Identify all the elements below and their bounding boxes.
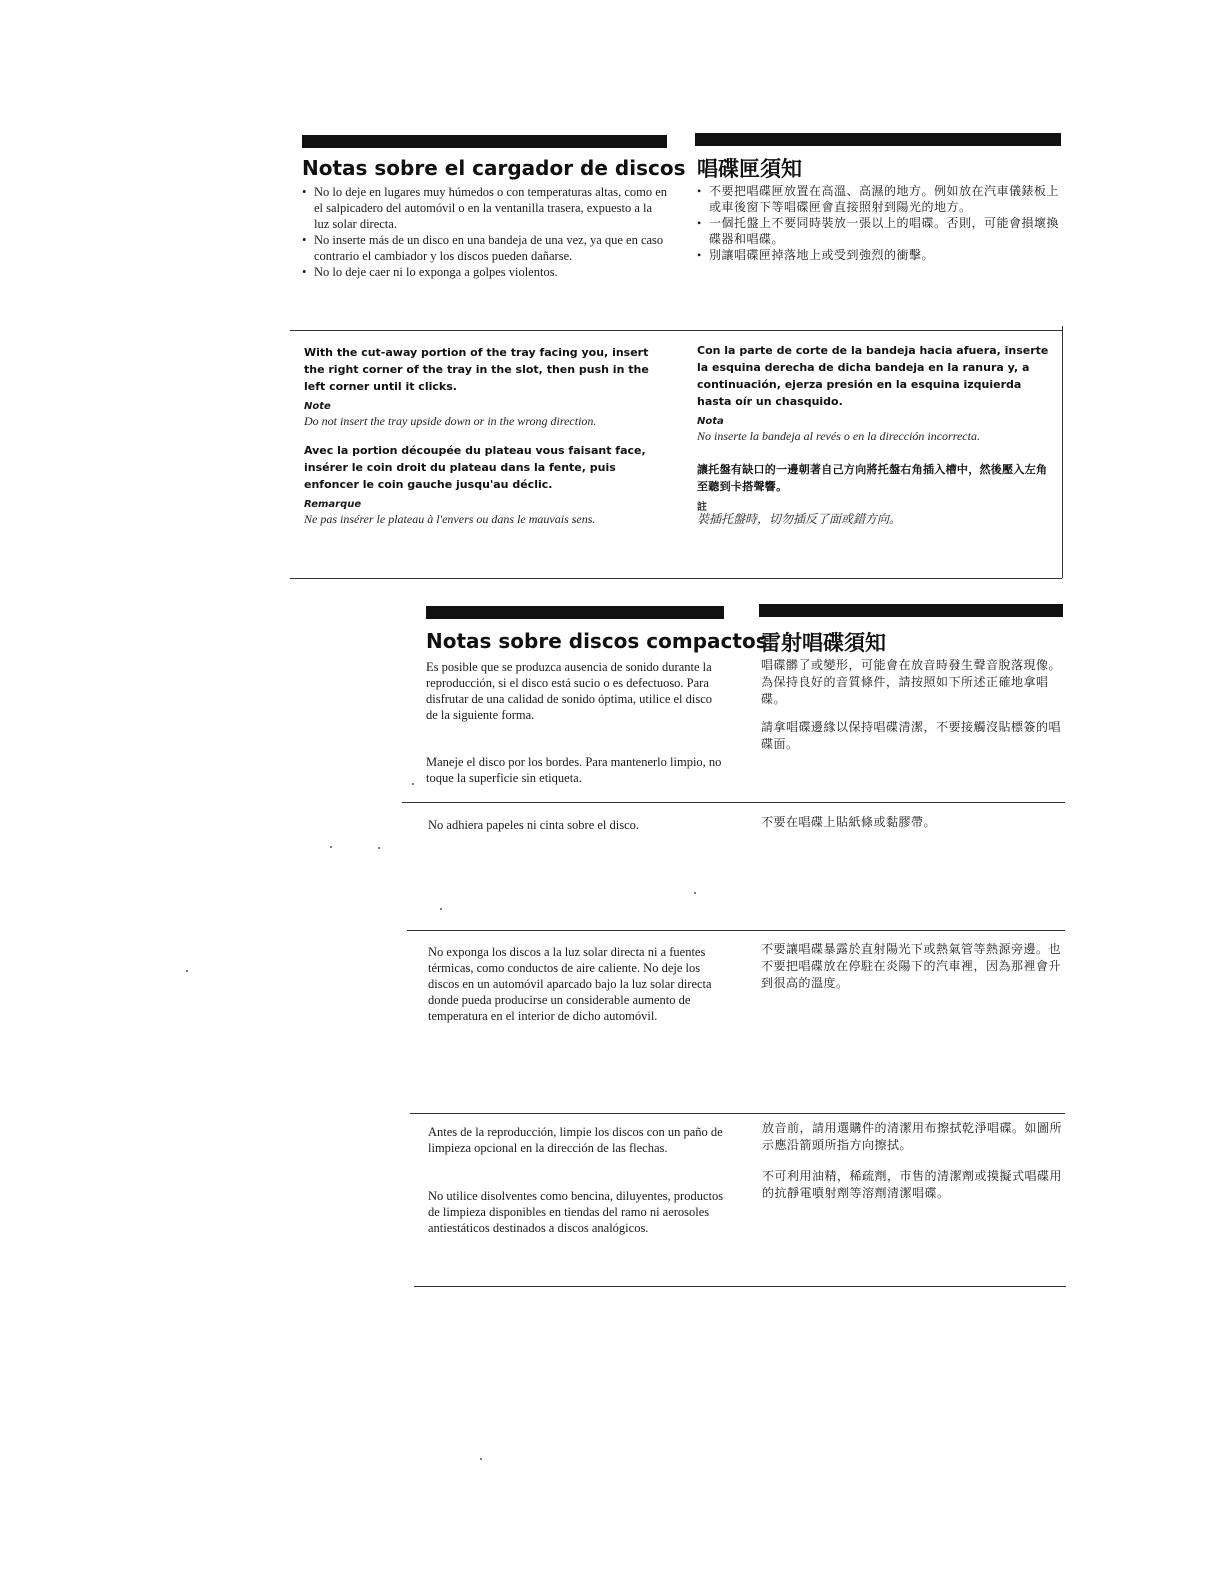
note-text-fr: Ne pas insérer le plateau à l'envers ou dans le mauvais sens. — [304, 512, 596, 526]
note-label-fr: Remarque — [304, 499, 362, 510]
note-label-es: Nota — [697, 416, 724, 427]
para-es-heat: No exponga los discos a la luz solar directa ni a fuentes térmicas, como conductos de aire caliente. No deje los discos en un automóvil aparcado bajo la luz solar directa donde pueda producirse un considerable aumento de temperatura en el interior de dicho automóvil. — [428, 945, 712, 1023]
list-es-magazine — [302, 184, 670, 280]
box-bottom-rule — [290, 578, 1062, 579]
para-zh-clean: 放音前，請用選購件的清潔用布擦拭乾淨唱碟。如圖所示應沿箭頭所指方向擦拭。 — [762, 1121, 1063, 1152]
note-text-en: Do not insert the tray upside down or in the wrong direction. — [304, 414, 597, 428]
para-es-no-paper: No adhiera papeles ni cinta sobre el disco. — [428, 818, 640, 832]
box-top-rule — [290, 330, 1062, 331]
para-zh-no-paper: 不要在唱碟上貼紙條或黏膠帶。 — [761, 815, 937, 829]
instruction-fr: Avec la portion découpée du plateau vous faisant face, insérer le coin droit du plateau dans la fente, puis enfoncer le coin gauche jusqu'au déclic. — [304, 444, 646, 491]
scan-speck — [186, 970, 188, 972]
scan-speck — [440, 908, 442, 910]
scan-speck — [330, 846, 332, 848]
rule-cd-2 — [407, 930, 1065, 931]
list-item: • 不要把唱碟匣放置在高溫、高濕的地方。例如放在汽車儀錶板上或車後窗下等唱碟匣會直接照射到陽光的地方。 — [697, 183, 1063, 215]
list-zh-magazine — [697, 183, 1063, 263]
note-text-zh: 裝插托盤時，切勿插反了面或錯方向。 — [697, 512, 902, 526]
rule-cd-4 — [414, 1286, 1066, 1287]
instruction-en: With the cut-away portion of the tray facing you, insert the right corner of the tray in the slot, then push in the left corner until it clicks. — [304, 346, 649, 393]
note-label-zh: 註 — [697, 502, 707, 513]
heading-zh-magazine: 唱碟匣須知 — [697, 157, 802, 181]
para-zh-solvents: 不可利用油精，稀疏劑，市售的清潔劑或摸擬式唱碟用的抗靜電噴射劑等溶劑清潔唱碟。 — [762, 1169, 1063, 1200]
para-es-cd-handle: Maneje el disco por los bordes. Para mantenerlo limpio, no toque la superficie sin etiqueta. — [426, 755, 722, 785]
scan-speck — [412, 783, 414, 785]
instruction-zh: 讓托盤有缺口的一邊朝著自己方向將托盤右角插入槽中，然後壓入左角至聽到卡搭聲響。 — [697, 463, 1048, 493]
scan-speck — [378, 847, 380, 849]
para-zh-heat: 不要讓唱碟暴露於直射陽光下或熱氣管等熱源旁邊。也不要把唱碟放在停駐在炎陽下的汽車裡，因為那裡會升到很高的溫度。 — [761, 942, 1062, 990]
para-es-cd-intro: Es posible que se produzca ausencia de sonido durante la reproducción, si el disco está sucio o es defectuoso. Para disfrutar de una calidad de sonido óptima, utilice el disco de la siguiente forma. — [426, 660, 713, 722]
para-zh-cd-handle: 請拿唱碟邊緣以保持唱碟清潔，不要接觸沒貼標簽的唱碟面。 — [761, 720, 1062, 751]
note-text-es: No inserte la bandeja al revés o en la dirección incorrecta. — [697, 429, 980, 443]
scan-speck — [694, 892, 696, 894]
para-es-clean: Antes de la reproducción, limpie los discos con un paño de limpieza opcional en la dirección de las flechas. — [428, 1125, 723, 1155]
list-item: • No lo deje en lugares muy húmedos o con temperaturas altas, como en el salpicadero del automóvil o en la ventanilla trasera, expuesto a la luz solar directa. — [302, 184, 670, 232]
section-bar-es-cd — [426, 606, 724, 619]
heading-zh-cd: 雷射唱碟須知 — [760, 631, 886, 655]
list-item: • No lo deje caer ni lo exponga a golpes violentos. — [302, 264, 670, 280]
heading-es-cd: Notas sobre discos compactos — [426, 629, 768, 653]
rule-cd-1 — [402, 802, 1065, 803]
section-bar-zh-cd — [759, 604, 1063, 617]
list-item: • No inserte más de un disco en una bandeja de una vez, ya que en caso contrario el cambiador y los discos pueden dañarse. — [302, 232, 670, 264]
section-bar-es-magazine — [302, 135, 667, 148]
list-item: • 別讓唱碟匣掉落地上或受到強烈的衝擊。 — [697, 247, 1063, 263]
instruction-es: Con la parte de corte de la bandeja hacia afuera, inserte la esquina derecha de dicha bandeja en la ranura y, a continuación, ejerza presión en la esquina izquierda hasta oír un chasquido. — [697, 344, 1049, 408]
box-right-rule — [1062, 326, 1063, 578]
para-zh-cd-intro: 唱碟髒了或變形，可能會在放音時發生聲音脫落現像。為保持良好的音質條件，請按照如下所述正確地拿唱碟。 — [761, 658, 1062, 706]
rule-cd-3 — [410, 1113, 1065, 1114]
note-label-en: Note — [304, 401, 331, 412]
section-bar-zh-magazine — [695, 133, 1061, 146]
heading-es-magazine: Notas sobre el cargador de discos — [302, 156, 686, 180]
para-es-solvents: No utilice disolventes como bencina, diluyentes, productos de limpieza disponibles en tiendas del ramo ni aerosoles antiestáticos destinados a discos analógicos. — [428, 1189, 724, 1235]
list-item: • 一個托盤上不要同時裝放一張以上的唱碟。否則，可能會損壞換碟器和唱碟。 — [697, 215, 1063, 247]
scan-speck — [480, 1458, 482, 1460]
